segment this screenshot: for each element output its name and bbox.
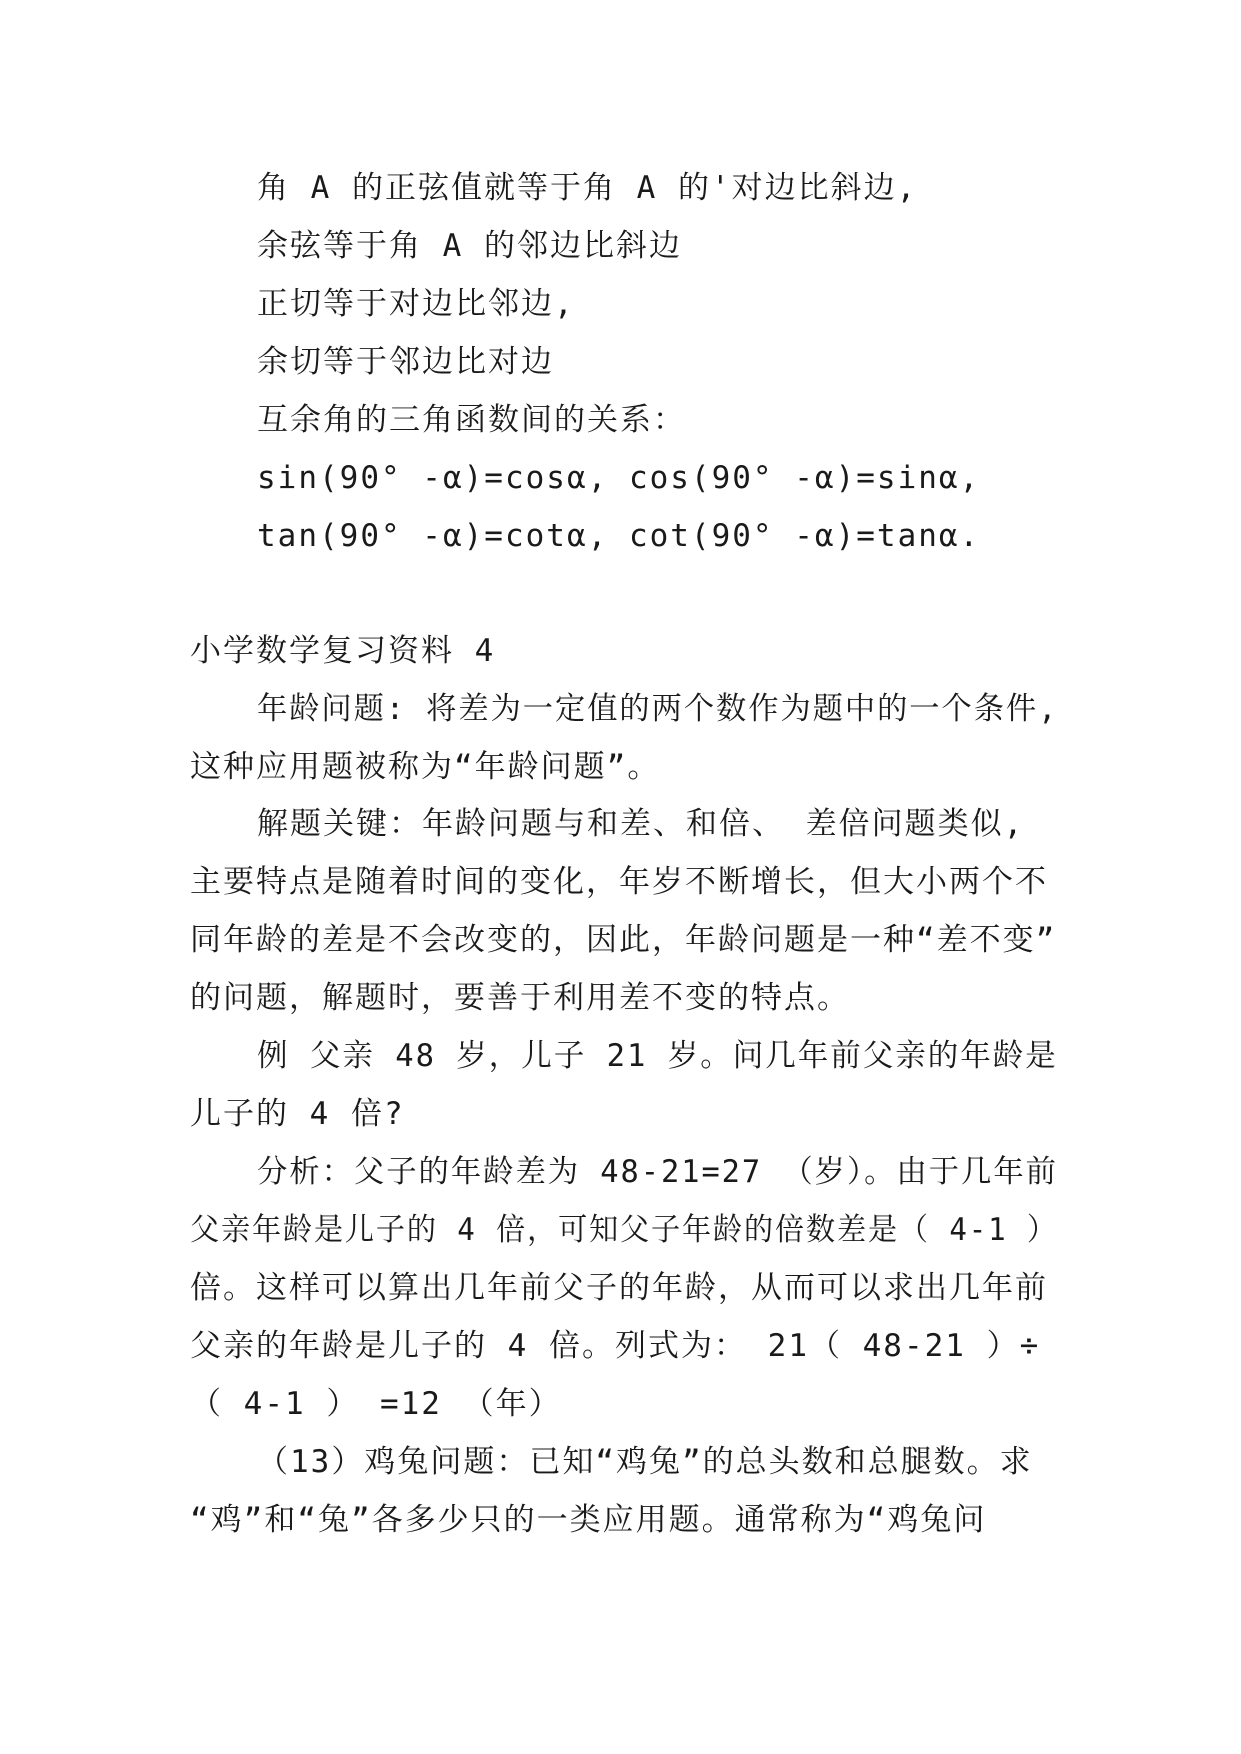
paragraph-line: 同年龄的差是不会改变的，因此，年龄问题是一种“差不变” bbox=[190, 922, 1057, 958]
example-line: 例 父亲 48 岁，儿子 21 岁。问几年前父亲的年龄是 bbox=[257, 1038, 1058, 1074]
paragraph-line: 余切等于邻边比对边 bbox=[257, 344, 554, 380]
formula-line: tan(90° -α)=cotα, cot(90° -α)=tanα. bbox=[257, 518, 981, 554]
section-heading: 小学数学复习资料 4 bbox=[190, 633, 496, 669]
analysis-line: （ 4-1 ） =12 （年） bbox=[190, 1386, 562, 1422]
paragraph-line: 正切等于对边比邻边, bbox=[257, 286, 575, 322]
paragraph-line: 余弦等于角 A 的邻边比斜边 bbox=[257, 228, 682, 264]
example-line: 儿子的 4 倍? bbox=[190, 1096, 405, 1132]
formula-line: sin(90° -α)=cosα, cos(90° -α)=sinα, bbox=[257, 460, 981, 496]
paragraph-line: 主要特点是随着时间的变化，年岁不断增长，但大小两个不 bbox=[190, 864, 1048, 900]
paragraph-line: 的问题，解题时，要善于利用差不变的特点。 bbox=[190, 980, 850, 1016]
paragraph-line: “鸡”和“兔”各多少只的一类应用题。通常称为“鸡兔问 bbox=[190, 1502, 987, 1538]
paragraph-line: （13）鸡兔问题：已知“鸡兔”的总头数和总腿数。求 bbox=[257, 1444, 1033, 1480]
analysis-line: 父亲年龄是儿子的 4 倍，可知父子年龄的倍数差是（ 4-1 ） bbox=[190, 1212, 1058, 1248]
analysis-line: 分析：父子的年龄差为 48-21=27 （岁）。由于几年前 bbox=[257, 1154, 1058, 1190]
paragraph-line: 解题关键：年龄问题与和差、和倍、 差倍问题类似, bbox=[257, 806, 1025, 842]
paragraph-line: 年龄问题: 将差为一定值的两个数作为题中的一个条件, bbox=[257, 691, 1059, 727]
analysis-line: 倍。这样可以算出几年前父子的年龄，从而可以求出几年前 bbox=[190, 1270, 1048, 1306]
paragraph-line: 角 A 的正弦值就等于角 A 的'对边比斜边, bbox=[257, 170, 918, 206]
analysis-line: 父亲的年龄是儿子的 4 倍。列式为： 21（ 48-21 ）÷ bbox=[190, 1328, 1041, 1364]
paragraph-line: 这种应用题被称为“年龄问题”。 bbox=[190, 749, 661, 785]
paragraph-line: 互余角的三角函数间的关系： bbox=[257, 402, 686, 438]
